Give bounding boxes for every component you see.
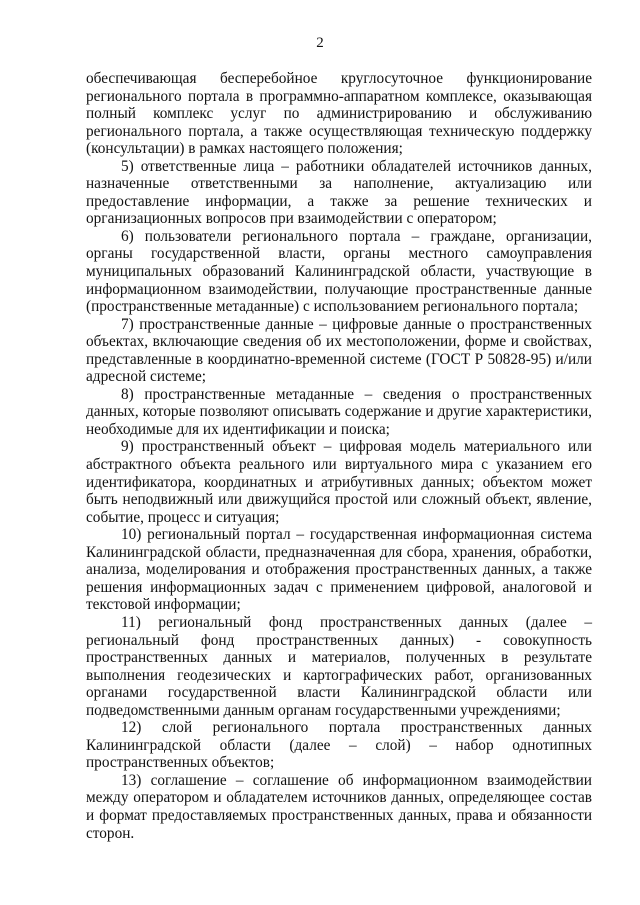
definition-item-7: 7) пространственные данные – цифровые данные о пространственных объектах, включающие сведения об их местоположении, форме и свойствах, представленные в координатно-временной системе (ГОСТ Р 50828-95) и/или адресной системе; [86,315,592,386]
definition-item-8: 8) пространственные метаданные – сведения о пространственных данных, которые позволяют описывать содержание и другие характеристики, необходимые для их идентификации и поиска; [86,385,592,438]
paragraph-continuation: обеспечивающая бесперебойное круглосуточное функционирование регионального портала в программно-аппаратном комплексе, оказывающая полный комплекс услуг по администрированию и обслуживанию регионального портала, а также осуществляющая техническую поддержку (консультации) в рамках настоящего положения; [86,70,592,158]
definition-item-11: 11) региональный фонд пространственных данных (далее – региональный фонд пространственных данных) - совокупность пространственных данных и материалов, полученных в результате выполнения геодезических и картографических работ, организованных органами государственной власти Калининградской области или подведомственными данным органам государственными учреждениями; [86,613,592,719]
definition-item-12: 12) слой регионального портала пространственных данных Калининградской области (далее – слой) – набор однотипных пространственных объектов; [86,719,592,772]
definition-item-5: 5) ответственные лица – работники обладателей источников данных, назначенные ответственными за наполнение, актуализацию или предоставление информации, а также за решение технических и организационных вопросов при взаимодействии с оператором; [86,157,592,228]
definition-item-9: 9) пространственный объект – цифровая модель материального или абстрактного объекта реального или виртуального мира с указанием его идентификатора, координатных и атрибутивных данных; объектом может быть неподвижный или движущийся простой или сложный объект, явление, событие, процесс и ситуация; [86,438,592,526]
document-body [86,70,592,842]
definition-item-13: 13) соглашение – соглашение об информационном взаимодействии между оператором и обладателем источников данных, определяющее состав и формат предоставляемых пространственных данных, права и обязанности сторон. [86,771,592,842]
page-number: 2 [316,35,324,51]
definition-item-6: 6) пользователи регионального портала – граждане, организации, органы государственной власти, органы местного самоуправления муниципальных образований Калининградской области, участвующие в информационном взаимодействии, получающие пространственные данные (пространственные метаданные) с использованием регионального портала; [86,227,592,316]
definition-item-10: 10) региональный портал – государственная информационная система Калининградской области, предназначенная для сбора, хранения, обработки, анализа, моделирования и отображения пространственных данных, а также решения информационных задач с применением цифровой, аналоговой и текстовой информации; [86,526,592,614]
